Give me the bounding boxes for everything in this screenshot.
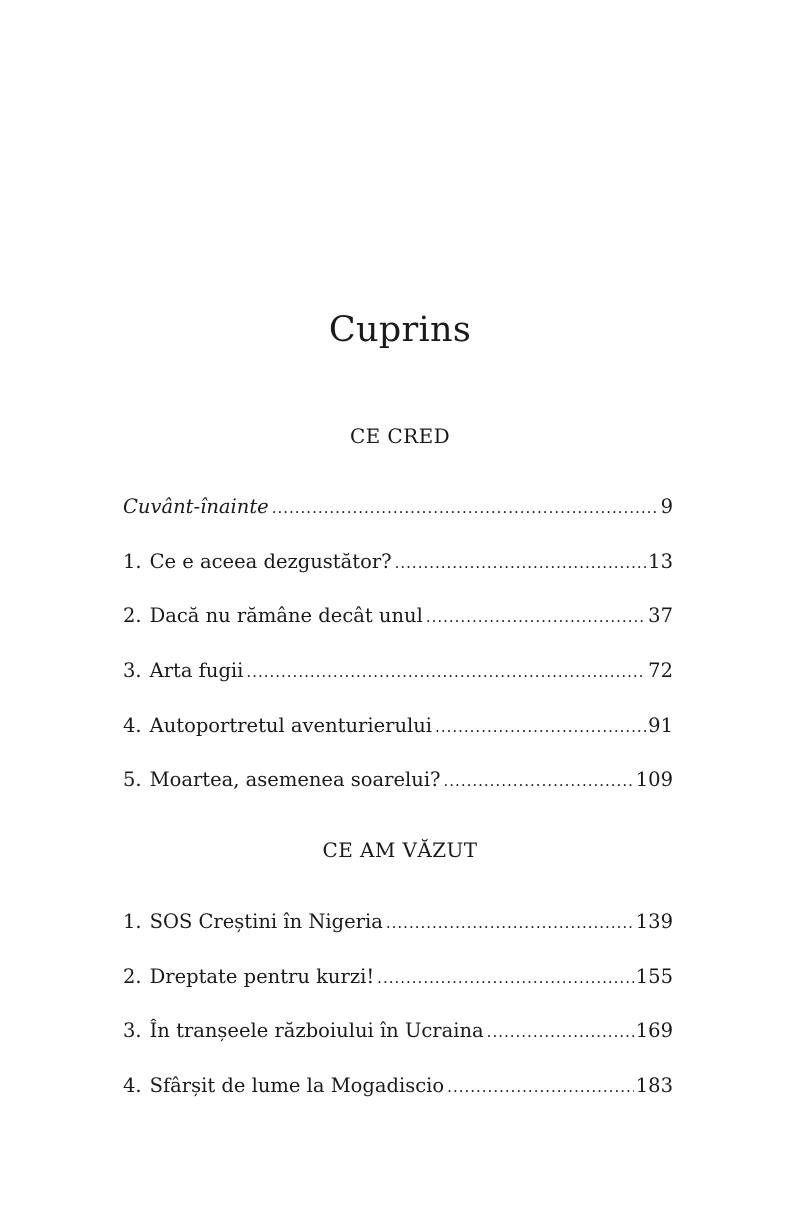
section-heading-ce-am-vazut: CE AM VĂZUT [322, 838, 478, 862]
dot-leader [447, 1072, 634, 1102]
toc-entry-label: Sfârșit de lume la Mogadiscio [149, 1074, 445, 1097]
dot-leader [395, 548, 647, 578]
toc-entry-label: În tranșeele războiului în Ucraina [149, 1019, 484, 1042]
dot-leader [426, 602, 646, 632]
toc-entry-page: 139 [635, 910, 673, 933]
toc-entry-number: 4. [123, 714, 142, 737]
toc-entry-page: 183 [635, 1074, 673, 1097]
toc-entry-number: 1. [123, 550, 142, 573]
toc-entry[interactable] [123, 962, 673, 992]
toc-entry[interactable] [123, 1016, 673, 1046]
toc-entry-label: SOS Creștini în Nigeria [149, 910, 383, 933]
toc-entry[interactable] [123, 711, 673, 741]
toc-entry-number: 2. [123, 604, 142, 627]
toc-entry-page: 9 [660, 495, 673, 518]
dot-leader [444, 766, 634, 796]
toc-entry-label: Dreptate pentru kurzi! [149, 965, 375, 988]
dot-leader [272, 493, 659, 523]
toc-entry-page: 109 [635, 768, 673, 791]
toc-entry-number: 1. [123, 910, 142, 933]
toc-entry-page: 37 [648, 604, 673, 627]
toc-entry-label: Arta fugii [149, 659, 244, 682]
dot-leader [435, 712, 646, 742]
dot-leader [246, 657, 646, 687]
dot-leader [487, 1017, 634, 1047]
toc-entry[interactable] [123, 765, 673, 795]
toc-entry-label: Ce e aceea dezgustător? [149, 550, 392, 573]
toc-entry-page: 91 [648, 714, 673, 737]
toc-entry-label: Cuvânt-înainte [123, 495, 269, 518]
toc-entry-label: Dacă nu rămâne decât unul [149, 604, 423, 627]
toc-entry[interactable] [123, 907, 673, 937]
toc-entry-label: Moartea, asemenea soarelui? [149, 768, 441, 791]
dot-leader [377, 963, 634, 993]
toc-entry-number: 3. [123, 659, 142, 682]
toc-entry-page: 155 [635, 965, 673, 988]
toc-entry-label: Autoportretul aventurierului [149, 714, 433, 737]
toc-entry-number: 4. [123, 1074, 142, 1097]
page-title: Cuprins [328, 310, 472, 350]
section-heading-ce-cred: CE CRED [349, 424, 451, 448]
toc-entry[interactable] [123, 547, 673, 577]
toc-entry[interactable] [123, 492, 673, 522]
toc-entry-page: 72 [648, 659, 673, 682]
toc-entry-page: 169 [635, 1019, 673, 1042]
toc-entry-number: 5. [123, 768, 142, 791]
toc-entry[interactable] [123, 656, 673, 686]
toc-entry-page: 13 [648, 550, 673, 573]
toc-entry[interactable] [123, 601, 673, 631]
toc-entry[interactable] [123, 1071, 673, 1101]
toc-entry-number: 2. [123, 965, 142, 988]
dot-leader [386, 908, 634, 938]
toc-entry-number: 3. [123, 1019, 142, 1042]
